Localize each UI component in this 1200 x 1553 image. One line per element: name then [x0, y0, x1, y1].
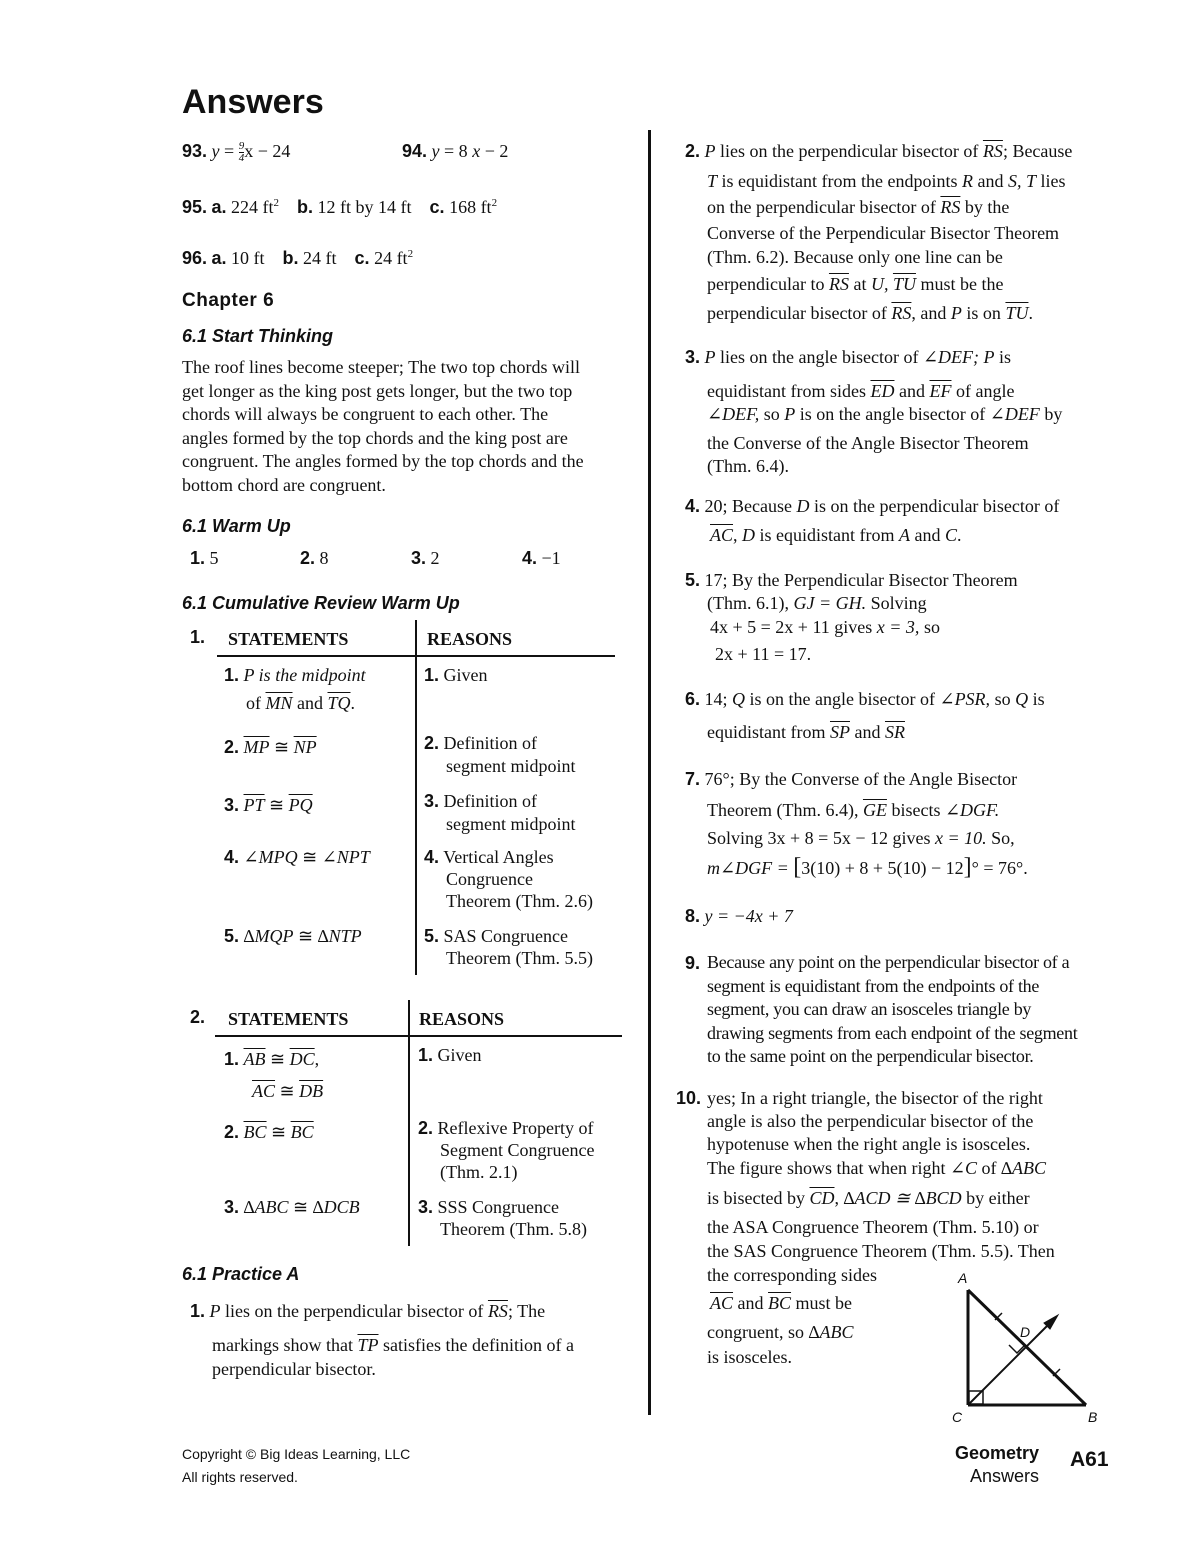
start-thinking-heading: 6.1 Start Thinking — [182, 326, 334, 346]
right-q7-l1: 7. 76°; By the Converse of the Angle Bisector — [685, 769, 1018, 789]
proof-1-r4b: Congruence — [446, 869, 533, 889]
right-q5-l3: 4x + 5 = 2x + 11 gives x = 3, so — [710, 617, 940, 637]
practice-a-1-line3: perpendicular bisector. — [212, 1359, 376, 1379]
proof-2-r2c: (Thm. 2.1) — [440, 1162, 518, 1182]
proof-1-r5b: Theorem (Thm. 5.5) — [446, 948, 593, 968]
footer-section: Answers — [970, 1466, 1040, 1486]
right-q2-l1: 2. P lies on the perpendicular bisector of $\overline{RS}$; Because — [685, 141, 1073, 161]
proof-1-statements-label: STATEMENTS — [228, 629, 349, 649]
proof-1-r4c: Theorem (Thm. 2.6) — [446, 891, 593, 911]
footer-book: Geometry — [955, 1443, 1040, 1463]
right-q2-l3: on the perpendicular bisector of $\overline{RS}$ by the — [707, 197, 1010, 217]
practice-a-1-line2: markings show that $\overline{TP}$ satisfies the definition of a — [212, 1335, 574, 1355]
label-d: D — [1020, 1324, 1031, 1340]
proof-1-r5: 5. SAS Congruence — [424, 926, 569, 946]
page-title: Answers — [182, 83, 324, 121]
right-q10-l8: the corresponding sides — [707, 1265, 877, 1285]
proof-1-r1: 1. Given — [424, 665, 488, 685]
right-q7-l2: Theorem (Thm. 6.4), $\overline{GE}$ bisects ∠DGF. — [707, 800, 1000, 820]
right-q4-l2: $\overline{AC}$, D is equidistant from A and C. — [710, 525, 962, 545]
answer-96: 96. a. 10 ft b. 24 ft c. 24 $ft^2$ — [182, 248, 414, 268]
right-q8: 8. y = −4x + 7 — [685, 906, 793, 926]
proof-2-r3: 3. SSS Congruence — [418, 1197, 560, 1217]
proof-1-divider — [415, 620, 417, 975]
right-q4-l1: 4. 20; Because D is on the perpendicular bisector of — [685, 496, 1060, 516]
right-q10-l6: the ASA Congruence Theorem (Thm. 5.10) or — [707, 1217, 1039, 1237]
right-q6-l2: equidistant from $\overline{SP}$ and $\overline{SR}$ — [707, 722, 905, 742]
right-q10-number: 10. — [676, 1088, 702, 1108]
right-q5-l2: (Thm. 6.1), GJ = GH. Solving — [707, 593, 927, 613]
warm-up-3: 3. 2 — [411, 548, 440, 568]
label-c: C — [952, 1409, 963, 1425]
proof-1-s1b: of $\overline{MN}$ and $\overline{TQ}$. — [246, 693, 356, 713]
right-q5-l4: 2x + 11 = 17. — [715, 644, 812, 664]
right-q3-l3: ∠DEF, so P is on the angle bisector of ∠DEF by — [707, 404, 1063, 424]
proof-2-r1: 1. Given — [418, 1045, 482, 1065]
proof-1-r4: 4. Vertical Angles — [424, 847, 554, 867]
answer-93: 93. y = $\frac{9}{4}$ x − 24 — [182, 140, 291, 165]
proof-1-r2b: segment midpoint — [446, 756, 576, 776]
proof-2-reasons-label: REASONS — [419, 1009, 505, 1029]
practice-a-1-line1: 1. P lies on the perpendicular bisector of $\overline{RS}$; The — [190, 1301, 546, 1321]
answer-95: 95. a. 224 $ft^2$ b. 12 ft by 14 ft c. 168 $ft^2$ — [182, 197, 498, 217]
right-q2-l2: T is equidistant from the endpoints R and S, T lies — [707, 171, 1066, 191]
start-thinking-text: The roof lines become steeper; The two top chords will get longer as the king post gets longer, but the two top chords will always be congruent to each other. The angles formed by the top chords and the king post are congruent. The angles formed by the top chords and the bottom chord are congruent. — [182, 357, 584, 495]
right-q2-l4: Converse of the Perpendicular Bisector Theorem — [707, 223, 1060, 243]
warm-up-1: 1. 5 — [190, 548, 219, 568]
proof-2-s1: 1. $\overline{AB}$ ≅ $\overline{DC}$, — [224, 1049, 320, 1069]
column-divider — [648, 130, 651, 1415]
footer-rights: All rights reserved. — [182, 1469, 298, 1485]
proof-1-r3: 3. Definition of — [424, 791, 537, 811]
right-q10-l11: is isosceles. — [707, 1347, 792, 1367]
right-q10-l2: angle is also the perpendicular bisector of the — [707, 1111, 1034, 1131]
triangle-figure — [940, 1266, 1110, 1428]
right-q10-l4: The figure shows that when right ∠C of ∆ABC — [707, 1158, 1047, 1178]
right-q2-l6: perpendicular to $\overline{RS}$ at U, $\overline{TU}$ must be the — [707, 274, 1004, 294]
proof-2-number: 2. — [190, 1007, 206, 1027]
proof-1-s1: 1. P is the midpoint — [224, 665, 366, 685]
right-q9-text: Because any point on the perpendicular bisector of a segment is equidistant from the endpoints of the segment, you can draw an isosceles triangle by drawing segments from each endpoint of the segment to the same point on the perpendicular bisector. — [707, 952, 1078, 1066]
right-q5-l1: 5. 17; By the Perpendicular Bisector Theorem — [685, 570, 1018, 590]
right-q2-l7: perpendicular bisector of $\overline{RS}$, and P is on $\overline{TU}$. — [707, 303, 1033, 323]
right-q10-l3: hypotenuse when the right angle is isosceles. — [707, 1134, 1031, 1154]
right-q3-l1: 3. P lies on the angle bisector of ∠DEF; P is — [685, 347, 1012, 367]
right-q10-l7: the SAS Congruence Theorem (Thm. 5.5). Then — [707, 1241, 1055, 1261]
right-q2-l5: (Thm. 6.2). Because only one line can be — [707, 247, 1003, 267]
right-q3-l4: the Converse of the Angle Bisector Theorem — [707, 433, 1029, 453]
proof-1-number: 1. — [190, 627, 206, 647]
warm-up-heading: 6.1 Warm Up — [182, 516, 291, 536]
right-q6-l1: 6. 14; Q is on the angle bisector of ∠PSR, so Q is — [685, 689, 1045, 709]
label-b: B — [1088, 1409, 1098, 1425]
footer-page-number: A61 — [1070, 1448, 1109, 1471]
practice-a-heading: 6.1 Practice A — [182, 1264, 300, 1284]
right-q10-l10: congruent, so ∆ABC — [707, 1322, 854, 1342]
proof-2-r3b: Theorem (Thm. 5.8) — [440, 1219, 587, 1239]
footer-copyright: Copyright © Big Ideas Learning, LLC — [182, 1446, 411, 1462]
right-q7-l3: Solving 3x + 8 = 5x − 12 gives x = 10. So, — [707, 828, 1015, 848]
bisector-cd — [968, 1321, 1052, 1405]
proof-1-s3: 3. $\overline{PT}$ ≅ $\overline{PQ}$ — [224, 795, 313, 815]
proof-1-s5: 5. ∆MQP ≅ ∆NTP — [224, 926, 362, 946]
proof-1-s4: 4. ∠MPQ ≅ ∠NPT — [224, 847, 370, 867]
right-q3-l2: equidistant from sides $\overline{ED}$ and $\overline{EF}$ of angle — [707, 381, 1015, 401]
proof-2-s1b: $\overline{AC}$ ≅ $\overline{DB}$ — [252, 1081, 324, 1101]
right-q7-l4: m∠DGF = [3(10) + 8 + 5(10) − 12]° = 76°. — [707, 854, 1028, 880]
right-q10-l1: yes; In a right triangle, the bisector of the right — [707, 1088, 1043, 1108]
proof-1-r2: 2. Definition of — [424, 733, 537, 753]
right-q9-number: 9. — [685, 953, 701, 973]
proof-2-r2: 2. Reflexive Property of — [418, 1118, 594, 1138]
proof-2-header-rule — [215, 1035, 622, 1037]
proof-1-s2: 2. $\overline{MP}$ ≅ $\overline{NP}$ — [224, 737, 317, 757]
proof-2-s2: 2. $\overline{BC}$ ≅ $\overline{BC}$ — [224, 1122, 314, 1142]
proof-1-reasons-label: REASONS — [427, 629, 513, 649]
proof-2-s3: 3. ∆ABC ≅ ∆DCB — [224, 1197, 360, 1217]
label-a: A — [958, 1270, 968, 1286]
cumulative-heading: 6.1 Cumulative Review Warm Up — [182, 593, 460, 613]
right-q10-l5: is bisected by $\overline{CD}$, ∆ACD ≅ ∆BCD by either — [707, 1188, 1030, 1208]
proof-2-r2b: Segment Congruence — [440, 1140, 595, 1160]
proof-2-divider — [408, 1000, 410, 1246]
warm-up-2: 2. 8 — [300, 548, 329, 568]
chapter-heading: Chapter 6 — [182, 290, 275, 311]
right-q10-l9: $\overline{AC}$ and $\overline{BC}$ must be — [710, 1293, 853, 1313]
answer-94: 94. y = 8 x − 2 — [402, 141, 509, 161]
proof-1-r3b: segment midpoint — [446, 814, 576, 834]
warm-up-4: 4. −1 — [522, 548, 561, 568]
proof-2-statements-label: STATEMENTS — [228, 1009, 349, 1029]
right-q3-l5: (Thm. 6.4). — [707, 456, 789, 476]
